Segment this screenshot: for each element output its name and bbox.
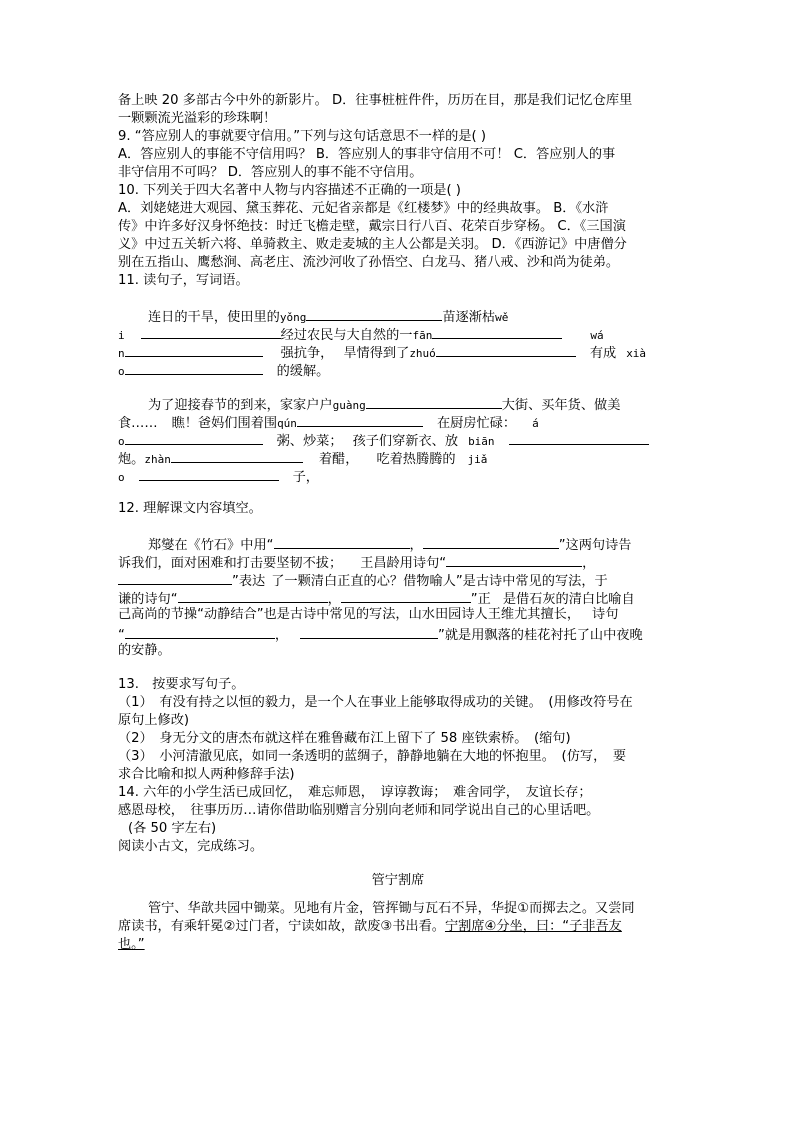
blank-zhuo[interactable] bbox=[436, 342, 576, 357]
q12-line-7: 的安静。 bbox=[118, 643, 171, 658]
q14-line-2: 感恩母校， 往事历历…请你借助临别赠言分别向老师和同学说出自己的心里话吧。 bbox=[118, 803, 600, 818]
q11-p2-line-1: 为了迎接春节的到来，家家户户guàng 大街、买年货、做美 bbox=[118, 394, 678, 412]
q13-stem: 13. 按要求写句子。 bbox=[118, 677, 245, 692]
q11-p1-line-2: i 经过农民与大自然的一fān wá bbox=[118, 324, 678, 342]
blank-guang[interactable] bbox=[366, 394, 502, 409]
reading-title: 管宁割席 bbox=[371, 873, 425, 888]
q13-s2: （2） 身无分文的唐杰布就这样在雅鲁藏布江上留下了 58 座铁索桥。 (缩句) bbox=[118, 731, 571, 746]
q12-line-2: 诉我们，面对困难和打击要坚韧不拔； 王昌龄用诗句“ ， bbox=[118, 552, 678, 570]
q10-options-line-4: 别在五指山、鹰愁涧、高老庄、流沙河收了孙悟空、白龙马、猪八戒、沙和尚为徒弟。 bbox=[118, 255, 620, 270]
q11-p2-line-4: 炮。zhàn 着醋， 吃着热腾腾的 jiǎ bbox=[118, 448, 678, 466]
q10-options-line-3: 义》中过五关斩六将、单骑救主、败走麦城的主人公都是关羽。 D．《西游记》中唐僧分 bbox=[118, 237, 627, 252]
blank-wangchangling-1[interactable] bbox=[446, 552, 582, 567]
blank-yuqian-2[interactable] bbox=[341, 588, 471, 603]
q13-s3-line-1: （3） 小河清澈见底，如同一条透明的蓝绸子，静静地躺在大地的怀抱里。 (仿写， 要 bbox=[118, 749, 627, 764]
q11-p2-line-3: o 粥、炒菜； 孩子们穿新衣、放 biān bbox=[118, 430, 678, 448]
blank-zhushi-2[interactable] bbox=[423, 534, 559, 549]
reading-line-3 bbox=[118, 936, 678, 954]
blank-wan[interactable] bbox=[125, 342, 263, 357]
q8-tail-line-2: 一颗颗流光溢彩的珍珠啊！ bbox=[118, 111, 277, 126]
q9-options-line-2: 非守信用不可吗？ D．答应别人的事不能不守信用。 bbox=[118, 165, 423, 180]
blank-zhan[interactable] bbox=[171, 448, 303, 463]
reading-intro: 阅读小古文，完成练习。 bbox=[118, 839, 264, 854]
q12-line-1: 郑燮在《竹石》中用“ ， ”这两句诗告 bbox=[118, 534, 678, 552]
reading-line-1: 管宁、华歆共园中锄菜。见地有片金，管挥锄与瓦石不异，华捉①而掷去之。又尝同 bbox=[148, 901, 635, 916]
q14-line-3: (各 50 字左右) bbox=[128, 821, 217, 836]
q9-stem: 9. “答应别人的事就要守信用。”下列与这句话意思不一样的是( ) bbox=[118, 129, 487, 144]
q10-stem: 10. 下列关于四大名著中人物与内容描述不正确的一项是( ) bbox=[118, 183, 461, 198]
q9-options-line-1: A．答应别人的事能不守信用吗？ B．答应别人的事非守信用不可！ C．答应别人的事 bbox=[118, 147, 616, 162]
q13-s3-line-2: 求合比喻和拟人两种修辞手法) bbox=[118, 767, 295, 782]
underlined-sentence-end: 也。” bbox=[118, 937, 145, 952]
blank-wangwei-1[interactable] bbox=[125, 624, 275, 639]
blank-bian[interactable] bbox=[509, 430, 649, 445]
blank-wangchangling-2[interactable] bbox=[118, 570, 232, 585]
reading-line-2: 席读书，有乘轩冕②过门者，宁读如故，歆废③书出看。宁割席④分坐，曰：“子非吾友 bbox=[118, 919, 622, 934]
blank-jiao[interactable] bbox=[139, 466, 279, 481]
q11-stem: 11. 读句子，写词语。 bbox=[118, 273, 249, 288]
q11-p2-line-2: 食…… 瞧！爸妈们围着围qún 在厨房忙碌： á bbox=[118, 412, 678, 430]
q11-p1-line-1: 连日的干旱，使田里的yǒng 苗逐渐枯wě bbox=[118, 306, 678, 324]
blank-yong-miao[interactable] bbox=[306, 306, 442, 321]
blank-wangwei-2[interactable] bbox=[300, 624, 438, 639]
q12-line-6: “ ， ”就是用飘落的桂花衬托了山中夜晚 bbox=[118, 624, 678, 642]
q10-options-line-1: A．刘姥姥进大观园、黛玉葬花、元妃省亲都是《红楼梦》中的经典故事。 B．《水浒 bbox=[118, 201, 609, 216]
blank-yuqian-1[interactable] bbox=[178, 588, 328, 603]
blank-ao[interactable] bbox=[125, 430, 263, 445]
underlined-sentence: 宁割席④分坐，曰：“子非吾友 bbox=[444, 919, 622, 934]
q12-line-3: ”表达 了一颗清白正直的心？借物喻人”是古诗中常见的写法，于 bbox=[118, 570, 678, 588]
q13-s1-line-2: 原句上修改) bbox=[118, 713, 190, 728]
q8-tail-line-1: 备上映 20 多部古今中外的新影片。 D．往事桩桩件件，历历在目，那是我们记忆仓库里 bbox=[118, 93, 633, 108]
q12-line-5: 己高尚的节操“动静结合”也是古诗中常见的写法，山水田园诗人王维尤其擅长， 诗句 bbox=[118, 607, 619, 622]
q10-options-line-2: 传》中许多好汉身怀绝技：时迁飞檐走壁，戴宗日行八百、花荣百步穿杨。 C．《三国演 bbox=[118, 219, 626, 234]
q14-line-1: 14. 六年的小学生活已成回忆， 难忘师恩， 谆谆教诲； 难舍同学， 友谊长存； bbox=[118, 785, 592, 800]
q13-s1-line-1: （1） 有没有持之以恒的毅力，是一个人在事业上能够取得成功的关键。 (用修改符号在 bbox=[118, 695, 633, 710]
q12-stem: 12. 理解课文内容填空。 bbox=[118, 501, 262, 516]
worksheet-page bbox=[118, 92, 678, 954]
blank-xiao[interactable] bbox=[125, 360, 263, 375]
q12-line-4: 谦的诗句“ ， ”正 是借石灰的清白比喻自 bbox=[118, 588, 678, 606]
q11-p1-line-4: o 的缓解。 bbox=[118, 360, 678, 378]
blank-qun[interactable] bbox=[297, 412, 423, 427]
blank-zhushi-1[interactable] bbox=[274, 534, 410, 549]
blank-wei[interactable] bbox=[141, 324, 281, 339]
q11-p2-line-5: o 子， bbox=[118, 466, 678, 484]
q11-p1-line-3: n 强抗争， 旱情得到了zhuó 有成 xià bbox=[118, 342, 678, 360]
blank-fan[interactable] bbox=[432, 324, 562, 339]
